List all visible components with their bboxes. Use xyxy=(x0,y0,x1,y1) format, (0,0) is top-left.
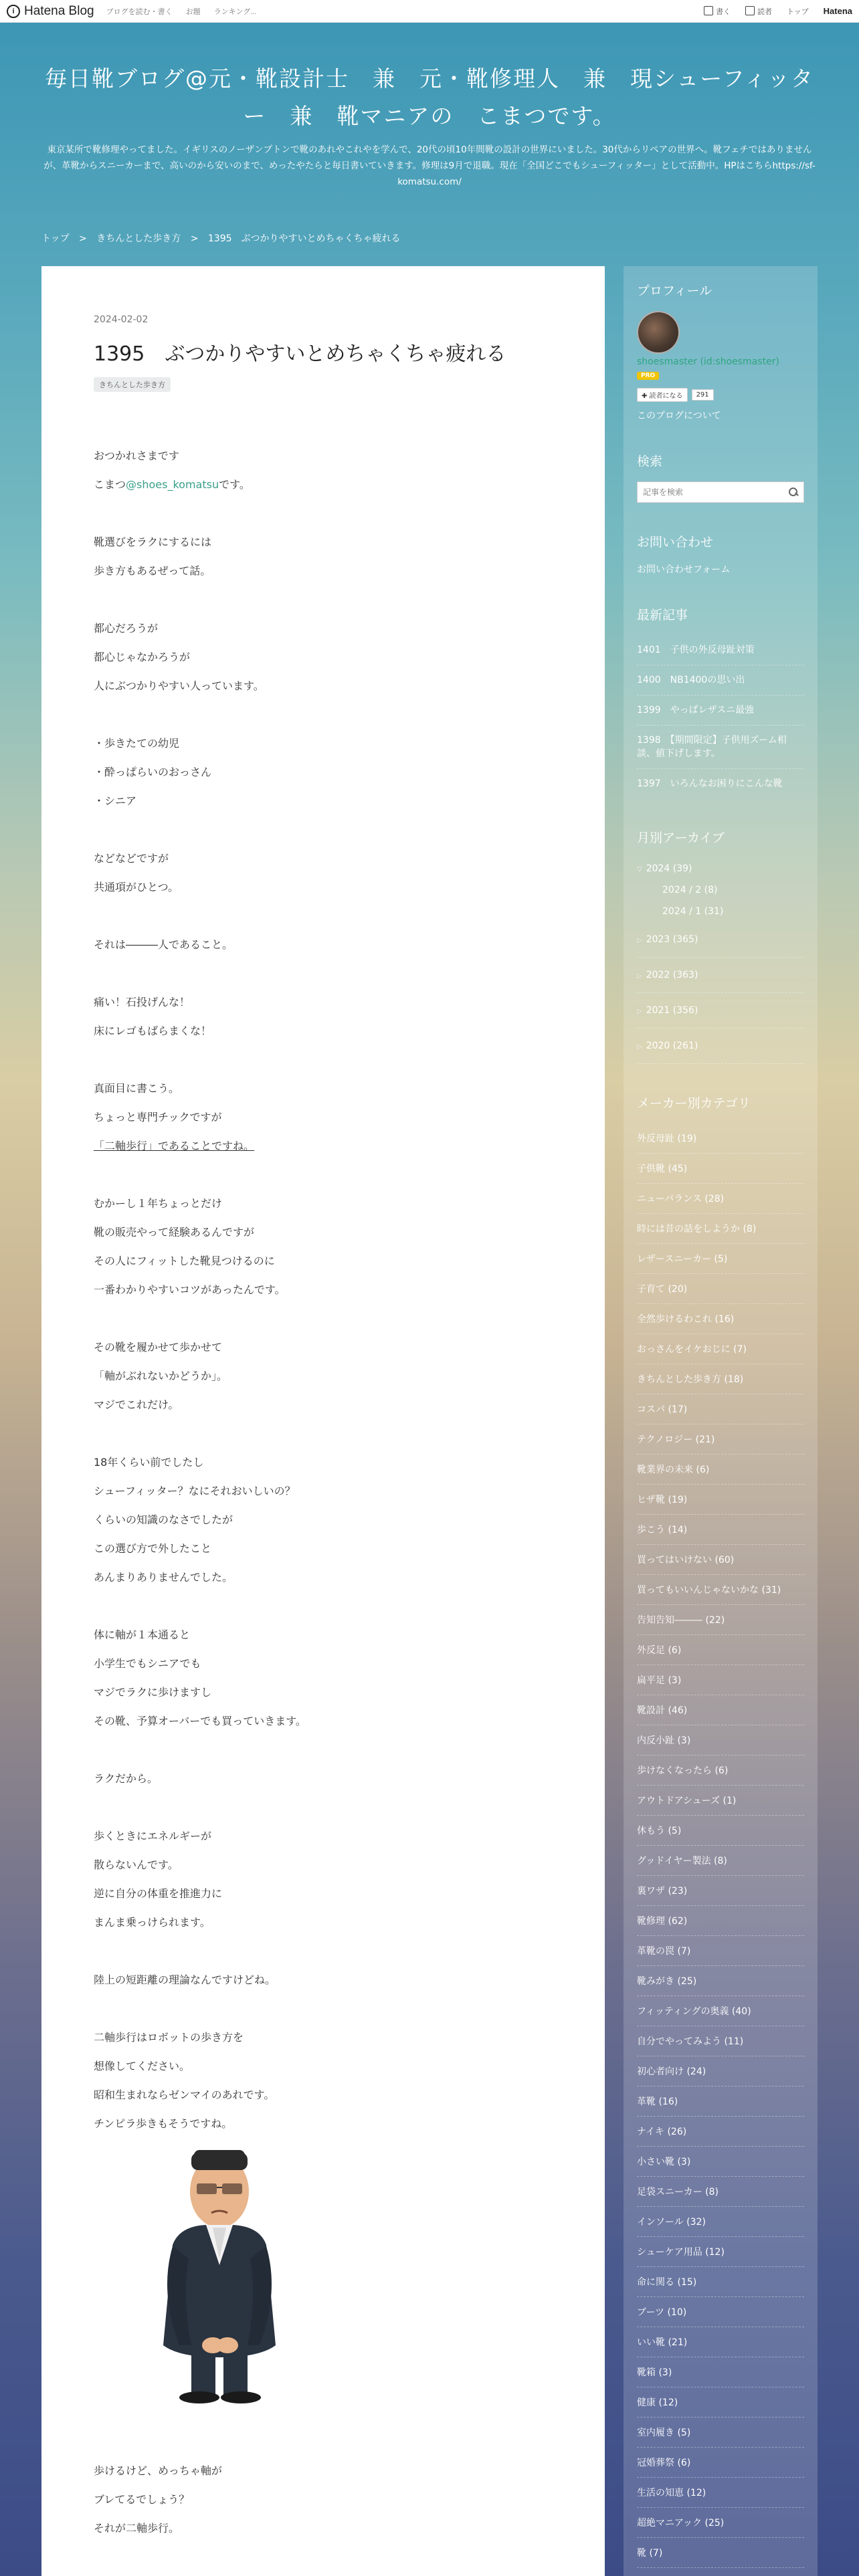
category-item[interactable]: フィッティングの奥義 (40) xyxy=(637,1996,804,2026)
category-item[interactable]: ブーツ (10) xyxy=(637,2297,804,2327)
archive-year[interactable] xyxy=(637,993,804,1029)
body-line: 散らないんです。 xyxy=(94,1858,179,1871)
category-item[interactable]: 小さい靴 (3) xyxy=(637,2147,804,2177)
body-line: まんま乗っけられます。 xyxy=(94,1916,211,1929)
body-line: 小学生でもシニアでも xyxy=(94,1657,201,1670)
category-item[interactable]: インソール (32) xyxy=(637,2207,804,2237)
body-line: ブレてるでしょう？ xyxy=(94,2493,190,2506)
category-item[interactable]: ヒザ靴 (19) xyxy=(637,1485,804,1515)
category-item[interactable]: 靴 (7) xyxy=(637,2538,804,2568)
category-item[interactable]: 靴みがき (25) xyxy=(637,1966,804,1996)
body-line: その靴を履かせて歩かせて xyxy=(94,1341,223,1354)
body-line: 一番わかりやすいコツがあったんです。 xyxy=(94,1283,286,1296)
category-item[interactable]: 裏ワザ (23) xyxy=(637,1876,804,1906)
hatena-account-link[interactable] xyxy=(824,6,852,16)
category-item[interactable]: 靴業界の未来 (6) xyxy=(637,1455,804,1485)
category-item[interactable]: 靴箱 (3) xyxy=(637,2357,804,2387)
hatena-label: Hatena xyxy=(823,6,852,16)
pencil-icon xyxy=(704,6,713,15)
body-line xyxy=(94,470,553,499)
body-text: こまつ xyxy=(94,478,126,491)
category-item[interactable]: 扁平足 (3) xyxy=(637,1665,804,1695)
category-item[interactable]: 靴設計 (46) xyxy=(637,1695,804,1725)
body-line: ・歩きたての幼児 xyxy=(94,737,180,750)
body-line: 真面目に書こう。 xyxy=(94,1082,180,1095)
archive-heading: 月別アーカイブ xyxy=(637,831,725,845)
category-item[interactable]: 自分でやってみよう (11) xyxy=(637,2026,804,2056)
pro-badge: PRO xyxy=(637,372,659,380)
category-item[interactable]: コスパ (17) xyxy=(637,1394,804,1424)
reader-count[interactable]: 291 xyxy=(692,389,714,401)
chevron-right-icon[interactable]: ▷ xyxy=(637,937,642,944)
avatar[interactable] xyxy=(637,311,680,354)
chevron-right-icon[interactable]: ▷ xyxy=(637,972,642,980)
breadcrumb-category[interactable]: きちんとした歩き方 xyxy=(96,233,181,244)
header-menu-item[interactable]: ランキング... xyxy=(213,7,257,16)
category-item[interactable]: 買ってはいけない (60) xyxy=(637,1545,804,1575)
sidebar xyxy=(624,266,818,2576)
body-line: 二軸歩行はロボットの歩き方を xyxy=(94,2031,244,2044)
hatena-logo-icon: i xyxy=(7,5,20,18)
category-item[interactable]: おっさんをイケおじに (7) xyxy=(637,1334,804,1364)
body-text: です。 xyxy=(219,478,250,491)
category-item[interactable]: 足袋スニーカー (8) xyxy=(637,2177,804,2207)
search-input[interactable] xyxy=(643,488,789,497)
archive-module xyxy=(637,828,804,1064)
category-item[interactable]: 健康 (12) xyxy=(637,2387,804,2418)
body-line: 歩き方もあるぜって話。 xyxy=(94,564,211,577)
body-line: 逆に自分の体重を推進力に xyxy=(94,1887,223,1900)
breadcrumb-separator: > xyxy=(190,233,199,244)
write-button[interactable] xyxy=(704,6,731,17)
body-line: 18年くらい前でしたし xyxy=(94,1456,204,1469)
archive-year[interactable] xyxy=(637,958,804,993)
body-line: シューフィッター？なにそれおいしいの？ xyxy=(94,1485,296,1497)
category-item[interactable]: 子育て (20) xyxy=(637,1274,804,1304)
chevron-down-icon[interactable]: ▽ xyxy=(637,866,642,873)
category-item[interactable]: 室内履き (5) xyxy=(637,2418,804,2448)
body-line: 共通項がひとつ。 xyxy=(94,881,179,893)
recent-item[interactable]: 1397 いろんなお困りにこんな靴 xyxy=(637,778,783,789)
archive-year-label: 2021 (356) xyxy=(646,1005,698,1016)
top-link[interactable]: トップ xyxy=(786,7,809,16)
body-line: ・シニア xyxy=(94,794,137,807)
logo-text: Hatena Blog xyxy=(24,3,94,18)
profile-heading: プロフィール xyxy=(637,284,712,298)
body-line: チンピラ歩きもそうですね。 xyxy=(94,2117,233,2130)
category-item[interactable]: 時には昔の話をしようか (8) xyxy=(637,1214,804,1244)
blog-title[interactable]: 毎日靴ブログ@元・靴設計士 兼 元・靴修理人 兼 現シューフィッター 兼 靴マニアの こまつです。 xyxy=(44,66,815,129)
body-line: 体に軸が１本通ると xyxy=(94,1628,191,1641)
archive-year-label: 2020 (261) xyxy=(646,1041,698,1051)
write-label: 書く xyxy=(715,7,731,16)
category-item[interactable]: きちんとした歩き方 (18) xyxy=(637,1364,804,1394)
category-item[interactable]: 革靴 (16) xyxy=(637,2086,804,2117)
category-item[interactable]: ニューバランス (28) xyxy=(637,1184,804,1214)
breadcrumb-current: 1395 ぶつかりやすいとめちゃくちゃ疲れる xyxy=(207,233,401,244)
blog-description: 東京某所で靴修理やってました。イギリスのノーザンプトンで靴のあれやこれやを学んで、20代の頃10年間靴の設計の世界にいました。30代からリペアの世界へ。靴フェチではありませんが、革靴からスニーカーまで、高いのから安いのまで、めったやたらと毎日書いていきます。修理は9月で退職。現在「全国どこでもシューフィッター」として活動中。HPはこちらhttps://sf-komatsu.com/ xyxy=(43,144,816,187)
category-module xyxy=(637,1093,804,2568)
breadcrumb-separator: > xyxy=(79,233,87,244)
category-item[interactable]: ナイキ (26) xyxy=(637,2117,804,2147)
subscribe-button[interactable]: ✚ 読者になる xyxy=(637,388,688,402)
body-line: 歩けるけど、めっちゃ軸が xyxy=(94,2464,222,2477)
body-line: その靴、予算オーバーでも買っていきます。 xyxy=(94,1715,306,1727)
body-line: 都心じゃなかろうが xyxy=(94,651,191,663)
reader-icon xyxy=(745,6,755,15)
body-line-underlined: 「二軸歩行」であることですね。 xyxy=(94,1140,255,1152)
search-box xyxy=(637,481,804,503)
archive-year-label: 2022 (363) xyxy=(646,970,698,980)
body-line: それは―――人であること。 xyxy=(94,938,233,951)
category-item[interactable]: 革靴の罠 (7) xyxy=(637,1936,804,1966)
profile-module xyxy=(637,281,804,422)
post-date[interactable]: 2024-02-02 xyxy=(94,314,149,325)
recent-heading: 最新記事 xyxy=(637,608,688,623)
body-line: ・酔っぱらいのおっさん xyxy=(94,766,212,778)
body-line: くらいの知識のなさでしたが xyxy=(94,1513,233,1526)
breadcrumb-top[interactable]: トップ xyxy=(41,233,70,244)
reader-button[interactable] xyxy=(745,6,772,17)
thug-man-illustration xyxy=(132,2145,306,2405)
header-menu-item[interactable]: お題 xyxy=(185,7,201,16)
hatena-blog-logo[interactable] xyxy=(7,4,94,19)
body-line: 靴の販売やって経験あるんですが xyxy=(94,1226,255,1239)
global-header xyxy=(0,0,859,23)
category-list xyxy=(637,1123,804,2568)
article xyxy=(41,266,605,2576)
archive-year-label: 2024 (39) xyxy=(646,863,692,874)
category-item[interactable]: 生活の知恵 (12) xyxy=(637,2478,804,2508)
body-line: 都心だろうが xyxy=(94,622,159,635)
body-line: おつかれさまです xyxy=(94,449,179,462)
archive-year[interactable] xyxy=(637,1029,804,1064)
category-item[interactable]: 買ってもいいんじゃないかな (31) xyxy=(637,1575,804,1605)
category-item[interactable]: グッドイヤー製法 (8) xyxy=(637,1846,804,1876)
search-heading: 検索 xyxy=(637,454,663,469)
category-item[interactable]: 内反小趾 (3) xyxy=(637,1725,804,1755)
post-category[interactable]: きちんとした歩き方 xyxy=(94,377,171,392)
body-line: 昭和生まれならゼンマイのあれです。 xyxy=(94,2088,275,2101)
body-line: それが二軸歩行。 xyxy=(94,2522,180,2535)
chevron-right-icon[interactable]: ▷ xyxy=(637,1043,642,1051)
reader-label: 読者 xyxy=(757,7,772,16)
category-item[interactable]: アウトドアシューズ (1) xyxy=(637,1786,804,1816)
category-item[interactable]: 靴修理 (62) xyxy=(637,1906,804,1936)
category-heading: メーカー別カテゴリ xyxy=(637,1096,751,1111)
category-item[interactable]: 歩けなくなったら (6) xyxy=(637,1755,804,1786)
body-line: その人にフィットした靴見つけるのに xyxy=(94,1255,275,1267)
body-line: むかーし１年ちょっとだけ xyxy=(94,1197,223,1210)
archive-year[interactable] xyxy=(637,922,804,958)
category-item[interactable]: 命に関る (15) xyxy=(637,2267,804,2297)
category-item[interactable]: レザースニーカー (5) xyxy=(637,1244,804,1274)
category-item[interactable]: 告知告知――― (22) xyxy=(637,1605,804,1635)
body-line: 陸上の短距離の理論なんですけどね。 xyxy=(94,1973,276,1986)
post-title[interactable]: 1395 ぶつかりやすいとめちゃくちゃ疲れる xyxy=(94,342,506,366)
body-line: 痛い！石投げんな！ xyxy=(94,996,191,1008)
archive-year[interactable] xyxy=(637,858,804,879)
recent-item[interactable]: 1401 子供の外反母趾対策 xyxy=(637,635,804,665)
post-body xyxy=(94,441,553,2543)
search-icon[interactable] xyxy=(789,488,798,497)
about-blog-link[interactable]: このブログについて xyxy=(637,411,721,421)
category-item[interactable]: 外反足 (6) xyxy=(637,1635,804,1665)
profile-name[interactable]: shoesmaster (id:shoesmaster) xyxy=(637,356,779,367)
body-line: ちょっと専門チックですが xyxy=(94,1111,222,1123)
contact-form-link[interactable]: お問い合わせフォーム xyxy=(637,564,731,575)
category-item[interactable]: 歩こう (14) xyxy=(637,1515,804,1545)
body-line: 人にぶつかりやすい人っています。 xyxy=(94,679,264,692)
recent-item[interactable]: 1400 NB1400の思い出 xyxy=(637,665,804,695)
category-item[interactable]: 子供靴 (45) xyxy=(637,1154,804,1184)
twitter-link[interactable]: @shoes_komatsu xyxy=(126,478,219,491)
body-line: 想像してください。 xyxy=(94,2060,191,2072)
recent-module xyxy=(637,605,804,798)
category-item[interactable]: 外反母趾 (19) xyxy=(637,1123,804,1154)
body-line: ラクだから。 xyxy=(94,1772,159,1785)
search-module xyxy=(637,451,804,503)
header-menu-item[interactable]: ブログを読む・書く xyxy=(106,7,173,16)
category-item[interactable]: 超絶マニアック (25) xyxy=(637,2508,804,2538)
category-item[interactable]: シューケア用品 (12) xyxy=(637,2237,804,2267)
archive-month[interactable]: 2024 / 1 (31) xyxy=(662,906,724,917)
category-item[interactable]: 冠婚葬祭 (6) xyxy=(637,2448,804,2478)
recent-item[interactable]: 1398 【期間限定】子供用ズーム相談、値下げします。 xyxy=(637,726,804,769)
body-line: 靴選びをラクにするには xyxy=(94,536,212,548)
body-line: 床にレゴもばらまくな！ xyxy=(94,1025,212,1037)
contact-module xyxy=(637,532,804,576)
body-line: 「軸がぶれないかどうか」。 xyxy=(94,1370,228,1382)
chevron-right-icon[interactable]: ▷ xyxy=(637,1008,642,1015)
breadcrumb xyxy=(41,231,407,245)
category-item[interactable]: いい靴 (21) xyxy=(637,2327,804,2357)
category-item[interactable]: 休もう (5) xyxy=(637,1816,804,1846)
category-item[interactable]: 初心者向け (24) xyxy=(637,2056,804,2086)
header-menu xyxy=(106,6,257,17)
body-line: マジでこれだけ。 xyxy=(94,1398,179,1411)
body-line: などなどですが xyxy=(94,852,169,865)
body-line: この選び方で外したこと xyxy=(94,1542,212,1555)
recent-item[interactable]: 1399 やっぱレザスニ最強 xyxy=(637,695,804,726)
category-item[interactable]: テクノロジー (21) xyxy=(637,1424,804,1455)
archive-year-label: 2023 (365) xyxy=(646,934,698,945)
archive-month[interactable]: 2024 / 2 (8) xyxy=(662,885,718,895)
header-right xyxy=(704,6,852,17)
body-line: あんまりありませんでした。 xyxy=(94,1571,233,1584)
body-line: マジでラクに歩けますし xyxy=(94,1686,212,1699)
category-item[interactable]: 全然歩けるわこれ (16) xyxy=(637,1304,804,1334)
body-line: 歩くときにエネルギーが xyxy=(94,1830,212,1842)
reader-row xyxy=(637,388,804,402)
contact-heading: お問い合わせ xyxy=(637,535,714,550)
